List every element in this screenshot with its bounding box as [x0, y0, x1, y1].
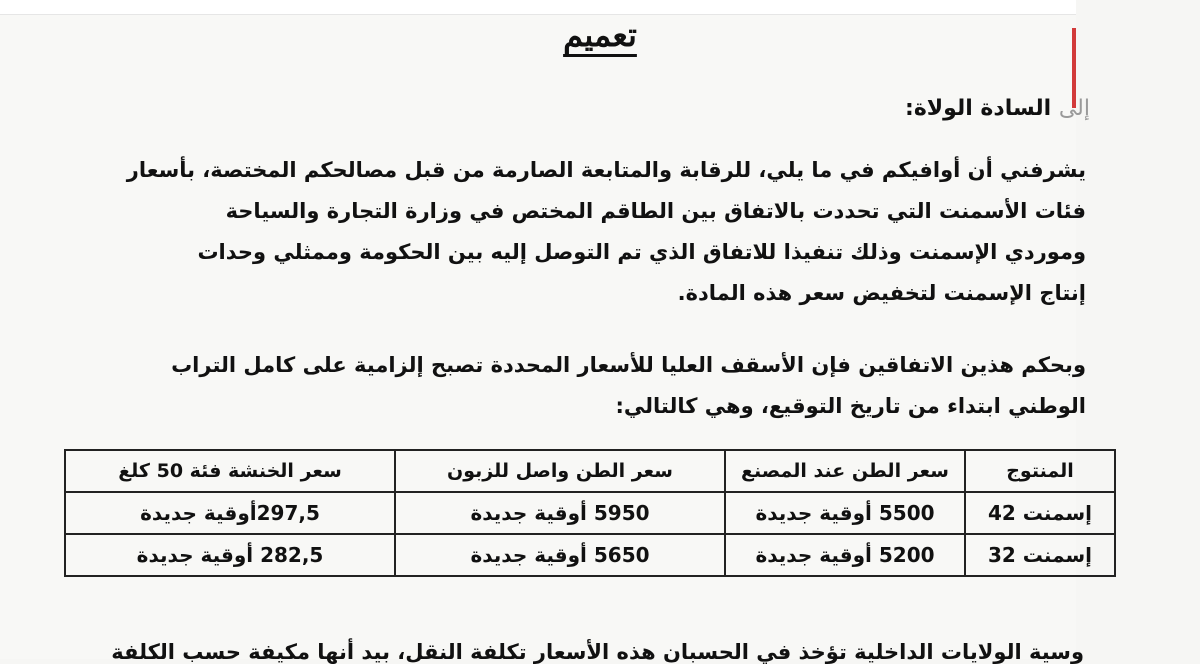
salutation-prefix: إلى: [1058, 96, 1090, 121]
paragraph-2-line: الوطني ابتداء من تاريخ التوقيع، وهي كالتالي:: [615, 394, 1086, 418]
table-row: [65, 534, 1115, 576]
salutation: [905, 96, 1090, 121]
price-table-wrapper: [64, 449, 1116, 577]
paragraph-1: [46, 150, 1086, 314]
paragraph-2-line: وبحكم هذين الاتفاقين فإن الأسقف العليا للأسعار المحددة تصبح إلزامية على كامل التراب: [171, 353, 1086, 377]
cell-factory-price: 5200 أوقية جديدة: [725, 534, 965, 576]
paragraph-1-line: وموردي الإسمنت وذلك تنفيذا للاتفاق الذي تم التوصل إليه بين الحكومة وممثلي وحدات: [197, 240, 1086, 264]
cell-delivered-price: 5950 أوقية جديدة: [395, 492, 725, 534]
header-factory-price: سعر الطن عند المصنع: [725, 450, 965, 492]
header-delivered-price: سعر الطن واصل للزبون: [395, 450, 725, 492]
cut-off-bottom-line: وسية الولايات الداخلية تؤخذ في الحسبان هذه الأسعار تكلفة النقل، بيد أنها مكيفة حسب الكلفة: [111, 640, 1084, 664]
cell-factory-price: 5500 أوقية جديدة: [725, 492, 965, 534]
cell-delivered-price: 5650 أوقية جديدة: [395, 534, 725, 576]
cell-product: إسمنت 32: [965, 534, 1115, 576]
paragraph-1-line: فئات الأسمنت التي تحددت بالاتفاق بين الطاقم المختص في وزارة التجارة والسياحة: [225, 199, 1086, 223]
paragraph-1-line: يشرفني أن أوافيكم في ما يلي، للرقابة والمتابعة الصارمة من قبل مصالحكم المختصة، بأسعار: [126, 158, 1086, 182]
header-bag-price: سعر الخنشة فئة 50 كلغ: [65, 450, 395, 492]
salutation-text: السادة الولاة:: [905, 96, 1052, 121]
top-strip: [0, 0, 1076, 15]
table-header-row: [65, 450, 1115, 492]
paragraph-2: [46, 345, 1086, 427]
document-title: تعميم: [563, 16, 637, 54]
cell-bag-price: 282,5 أوقية جديدة: [65, 534, 395, 576]
header-product: المنتوج: [965, 450, 1115, 492]
paragraph-1-line: إنتاج الإسمنت لتخفيض سعر هذه المادة.: [677, 281, 1086, 305]
cell-bag-price: 297,5أوقية جديدة: [65, 492, 395, 534]
table-row: [65, 492, 1115, 534]
cell-product: إسمنت 42: [965, 492, 1115, 534]
price-table: [64, 449, 1116, 577]
